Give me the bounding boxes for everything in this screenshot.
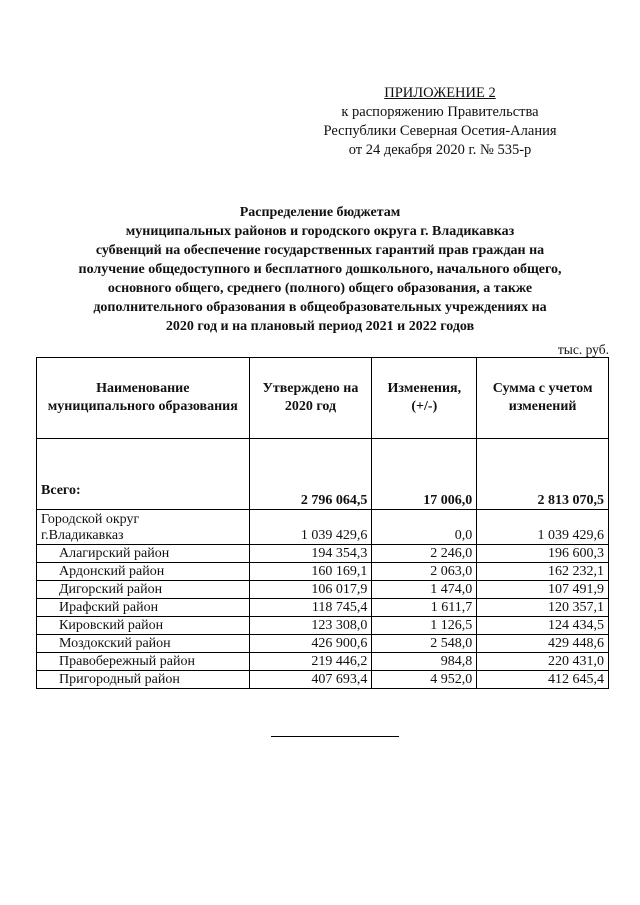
- title-line-3: субвенций на обеспечение государственных гарантий прав граждан на: [95, 243, 545, 258]
- district-total: 162 232,1: [477, 563, 609, 581]
- city-total: 1 039 429,6: [477, 510, 609, 545]
- district-changes: 984,8: [372, 653, 477, 671]
- header-approved: Утверждено на 2020 год: [249, 358, 372, 439]
- district-total: 124 434,5: [477, 617, 609, 635]
- total-changes: 17 006,0: [372, 439, 477, 510]
- district-name: Моздокский район: [37, 635, 250, 653]
- district-approved: 426 900,6: [249, 635, 372, 653]
- title-line-1: Распределение бюджетам: [239, 205, 401, 220]
- document-title: [40, 203, 600, 336]
- district-total: 429 448,6: [477, 635, 609, 653]
- title-line-6: дополнительного образования в общеобразовательных учреждениях на: [93, 300, 547, 315]
- district-approved: 123 308,0: [249, 617, 372, 635]
- district-name: Кировский район: [37, 617, 250, 635]
- district-changes: 2 063,0: [372, 563, 477, 581]
- title-line-4: получение общедоступного и бесплатного дошкольного, начального общего,: [78, 262, 562, 277]
- city-changes: 0,0: [372, 510, 477, 545]
- table-row: [37, 545, 609, 563]
- city-label-line-1: Городской округ: [41, 512, 140, 527]
- city-approved: 1 039 429,6: [249, 510, 372, 545]
- district-approved: 106 017,9: [249, 581, 372, 599]
- city-row: [37, 510, 609, 545]
- table-row: [37, 563, 609, 581]
- title-line-7: 2020 год и на плановый период 2021 и 2022 годов: [165, 319, 475, 334]
- appendix-heading: ПРИЛОЖЕНИЕ 2: [384, 85, 496, 101]
- district-changes: 2 548,0: [372, 635, 477, 653]
- table-row: [37, 599, 609, 617]
- unit-label: тыс. руб.: [557, 342, 609, 357]
- table-row: [37, 671, 609, 689]
- table-row: [37, 617, 609, 635]
- district-name: Дигорский район: [37, 581, 250, 599]
- appendix-line-3: от 24 декабря 2020 г. № 535-р: [348, 142, 532, 158]
- district-total: 120 357,1: [477, 599, 609, 617]
- header-name: Наименование муниципального образования: [37, 358, 250, 439]
- city-label: [37, 510, 250, 545]
- district-changes: 1 126,5: [372, 617, 477, 635]
- total-approved: 2 796 064,5: [249, 439, 372, 510]
- district-name: Пригородный район: [37, 671, 250, 689]
- district-approved: 194 354,3: [249, 545, 372, 563]
- district-approved: 160 169,1: [249, 563, 372, 581]
- district-name: Ардонский район: [37, 563, 250, 581]
- total-row: [37, 439, 609, 510]
- district-approved: 219 446,2: [249, 653, 372, 671]
- appendix-line-2: Республики Северная Осетия-Алания: [323, 123, 557, 139]
- district-name: Ирафский район: [37, 599, 250, 617]
- signature-line: [271, 736, 399, 737]
- title-line-5: основного общего, среднего (полного) общего образования, а также: [107, 281, 533, 296]
- district-approved: 118 745,4: [249, 599, 372, 617]
- district-approved: 407 693,4: [249, 671, 372, 689]
- total-sum: 2 813 070,5: [477, 439, 609, 510]
- table-header-row: [37, 358, 609, 439]
- district-total: 196 600,3: [477, 545, 609, 563]
- table-row: [37, 653, 609, 671]
- city-label-line-2: г.Владикавказ: [41, 528, 124, 543]
- district-total: 220 431,0: [477, 653, 609, 671]
- district-total: 412 645,4: [477, 671, 609, 689]
- header-total: Сумма с учетом изменений: [477, 358, 609, 439]
- district-changes: 1 474,0: [372, 581, 477, 599]
- appendix-line-1: к распоряжению Правительства: [341, 104, 539, 120]
- table-row: [37, 581, 609, 599]
- district-total: 107 491,9: [477, 581, 609, 599]
- title-line-2: муниципальных районов и городского округа г. Владикавказ: [125, 224, 515, 239]
- total-label: Всего:: [37, 439, 250, 510]
- distribution-table: [36, 357, 609, 689]
- district-changes: 4 952,0: [372, 671, 477, 689]
- district-changes: 2 246,0: [372, 545, 477, 563]
- district-changes: 1 611,7: [372, 599, 477, 617]
- appendix-block: [300, 84, 580, 160]
- table-row: [37, 635, 609, 653]
- header-changes: Изменения, (+/-): [372, 358, 477, 439]
- district-name: Правобережный район: [37, 653, 250, 671]
- district-name: Алагирский район: [37, 545, 250, 563]
